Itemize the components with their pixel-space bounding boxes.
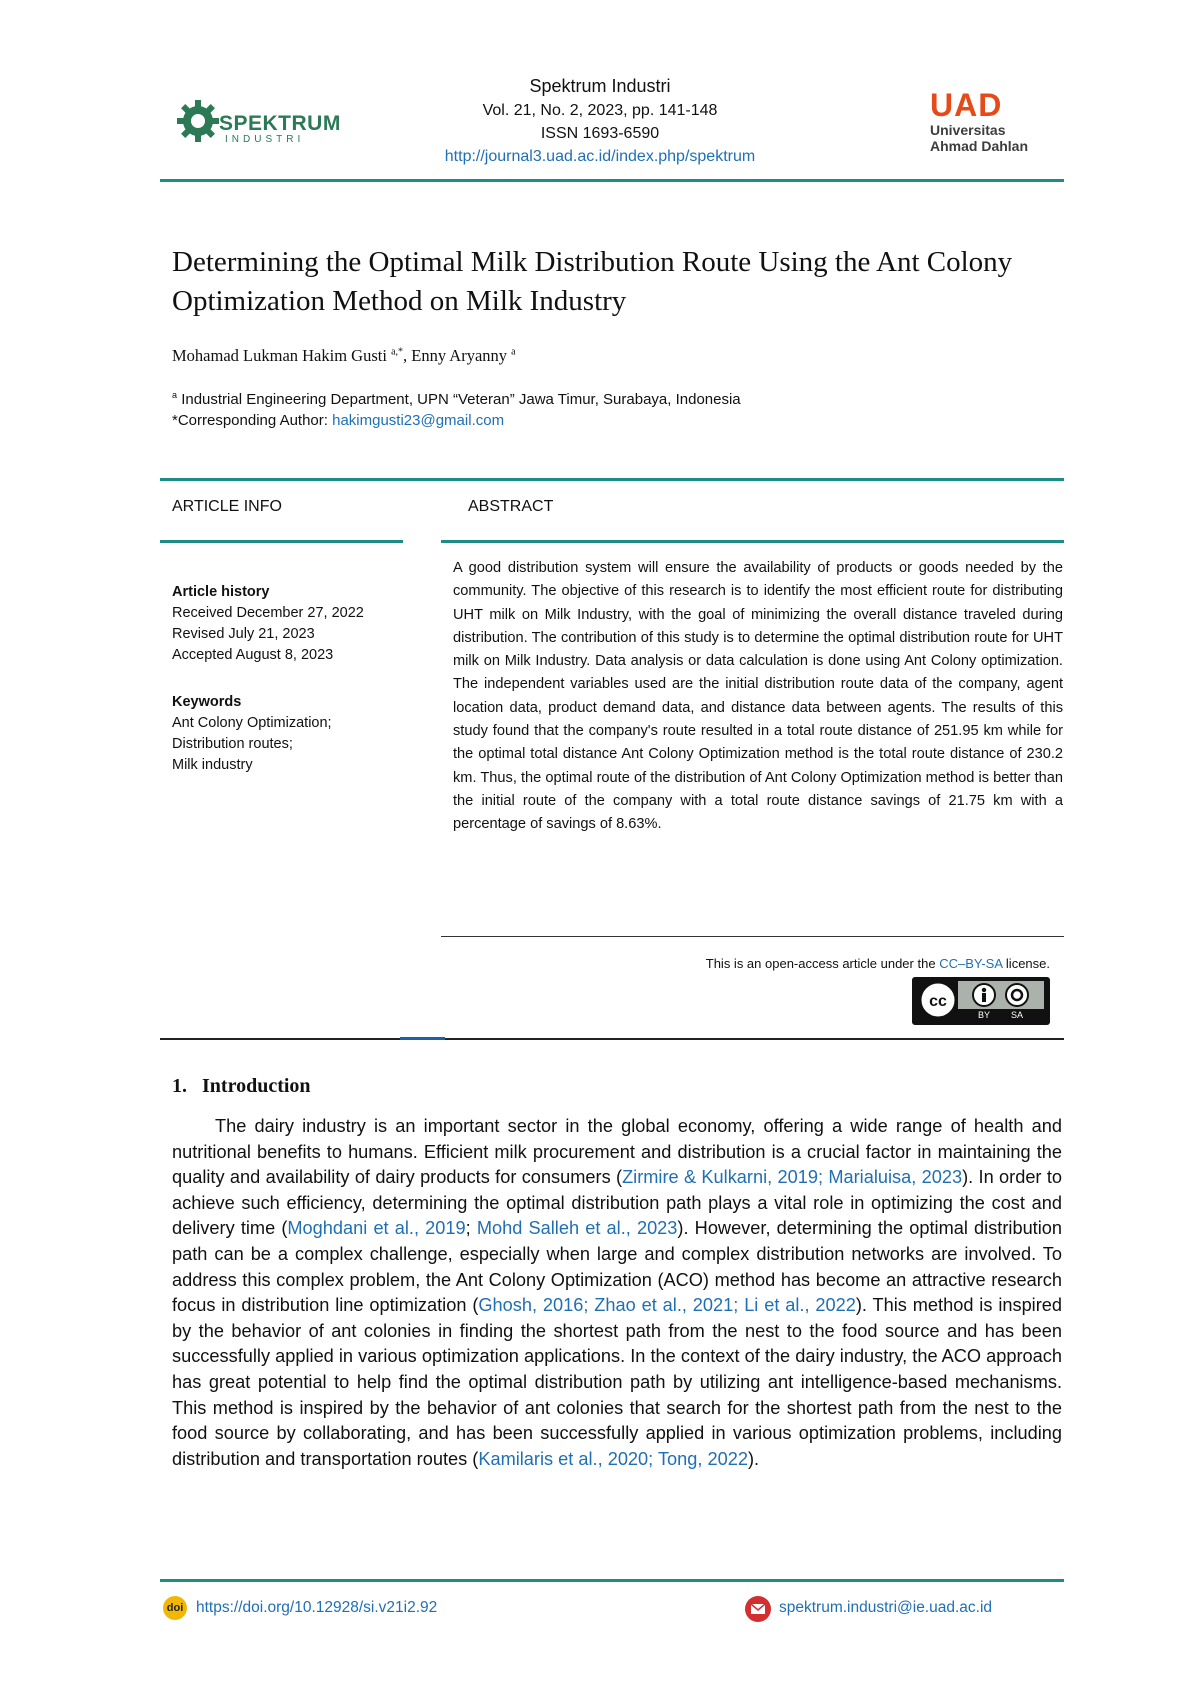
doi-icon: doi: [163, 1596, 187, 1620]
keyword: Distribution routes;: [172, 736, 293, 752]
body-text-run: ). In order to achieve such efficiency, determining the optimal distribution path plays a vital role in optimizing the cost and delivery time (: [172, 1167, 1062, 1239]
abstract-text: A good distribution system will ensure the availability of products or goods needed by the community. The objective of this research is to identify the most efficient route for distributing UHT milk on Milk Industry, with the goal of minimizing the overall distance traveled during distribution. The contribution of this study is to determine the optimal distribution route for UHT milk on Milk Industry. Data analysis or data calculation is done using Ant Colony optimization. The independent variables used are the initial distribution route data of the company, agent location data, product demand data, and distance data between agents. The results of this study found that the company's route resulted in a total route distance of 251.95 km while for the optimal total distance Ant Colony Optimization method is the total route distance of 230.2 km. Thus, the optimal route of the distribution of Ant Colony Optimization method is better than the initial route of the company with a total route distance savings of 21.75 km with a percentage of savings of 8.63%.: [453, 560, 1063, 833]
intro-paragraph: [172, 1114, 1062, 1472]
logo-wordmark: SPEKTRUM: [219, 112, 341, 135]
article-info: [172, 582, 402, 776]
author-list: Mohamad Lukman Hakim Gusti $^{a,*}$, Enny Aryanny $^a$: [172, 346, 516, 365]
doi-link[interactable]: https://doi.org/10.12928/si.v21i2.92: [196, 1599, 438, 1616]
journal-issn: ISSN 1693-6590: [540, 125, 660, 142]
info-bottom-divider: [160, 1038, 1064, 1040]
logo-subtitle: INDUSTRI: [225, 134, 305, 145]
journal-name: Spektrum Industri: [529, 76, 671, 96]
affiliation-text: Industrial Engineering Department, UPN “Veteran” Jawa Timur, Surabaya, Indonesia: [181, 391, 741, 408]
citation-link[interactable]: Moghdani et al., 2019: [287, 1218, 466, 1239]
contact-email-link[interactable]: spektrum.industri@ie.uad.ac.id: [779, 1599, 993, 1616]
university-logo: [930, 88, 1060, 154]
received-date: Received December 27, 2022: [172, 605, 364, 621]
body-text-run: The dairy industry is an important sector in the global economy, offering a wide range of health and nutritional benefits to humans. Efficient milk procurement and distribution is a crucial factor in maintaining the quality and availability of dairy products for consumers (: [172, 1116, 1062, 1188]
uad-line2: Ahmad Dahlan: [930, 138, 1029, 154]
body-text-run: ). This method is inspired by the behavior of ant colonies in finding the shortest path from the nest to the food source and has been successfully applied in various optimization applications. In the context of the dairy industry, the ACO approach has great potential to help find the optimal distribution path by utilizing ant intelligence-based mechanisms. This method is inspired by the behavior of ant colonies that search for the shortest path from the nest to the food source by collaborating, and has been successfully applied in various optimization problems, including distribution and transportation routes (: [172, 1295, 1063, 1469]
license-prefix: This is an open-access article under the: [705, 956, 936, 971]
uad-abbr: UAD: [930, 87, 1003, 123]
citation-link[interactable]: Zirmire & Kulkarni, 2019; Marialuisa, 2023: [622, 1167, 963, 1188]
author-name: Mohamad Lukman Hakim Gusti: [172, 346, 387, 365]
intro-body: [172, 1114, 1062, 1472]
article-info-divider: [160, 540, 403, 543]
gear-icon: [175, 98, 221, 144]
section-heading: [172, 1075, 311, 1098]
affiliation-superscript: a: [172, 390, 178, 400]
corresponding-label: *Corresponding Author:: [172, 412, 328, 429]
journal-url-link[interactable]: http://journal3.uad.ac.id/index.php/spektrum: [444, 148, 756, 165]
accepted-date: Accepted August 8, 2023: [172, 647, 334, 663]
journal-header: [420, 74, 780, 168]
section-title: Introduction: [202, 1075, 311, 1097]
body-text-run: ;: [465, 1218, 477, 1239]
uad-line1: Universitas: [930, 122, 1006, 138]
info-top-divider: [160, 478, 1064, 481]
cc-sa-label: SA: [1011, 1010, 1024, 1020]
paper-title: Determining the Optimal Milk Distribution Route Using the Ant Colony Optimization Method on Milk Industry: [172, 246, 1013, 317]
divider-accent: [400, 1037, 445, 1040]
citation-link[interactable]: Ghosh, 2016; Zhao et al., 2021; Li et al., 2022: [478, 1295, 856, 1316]
footer-divider: [160, 1579, 1064, 1582]
section-number: 1.: [172, 1075, 187, 1097]
abstract-bottom-rule: [441, 936, 1064, 937]
journal-logo: [175, 86, 341, 158]
author-superscript: a,*: [391, 346, 404, 358]
keyword: Ant Colony Optimization;: [172, 715, 332, 731]
cc-by-label: BY: [978, 1010, 991, 1020]
article-history-label: Article history: [172, 584, 270, 600]
author-superscript: a: [511, 346, 516, 358]
citation-link[interactable]: Kamilaris et al., 2020; Tong, 2022: [478, 1448, 748, 1469]
journal-volume: Vol. 21, No. 2, 2023, pp. 141-148: [482, 102, 718, 119]
article-info-heading: ARTICLE INFO: [172, 498, 282, 515]
cc-license-badge[interactable]: [912, 977, 1050, 1025]
body-text-run: ).: [747, 1448, 760, 1469]
keyword: Milk industry: [172, 757, 253, 773]
license-link[interactable]: CC–BY-SA: [939, 956, 1003, 971]
license-statement: [620, 956, 1050, 971]
citation-link[interactable]: Mohd Salleh et al., 2023: [476, 1218, 678, 1239]
author-name: Enny Aryanny: [411, 346, 508, 365]
abstract-heading: ABSTRACT: [468, 498, 554, 515]
keywords-label: Keywords: [172, 694, 242, 710]
header-divider: [160, 179, 1064, 182]
abstract-divider: [441, 540, 1064, 543]
affiliation-block: [172, 385, 741, 431]
email-icon: [745, 1596, 771, 1622]
svg-text:cc: cc: [929, 993, 947, 1010]
license-suffix: license.: [1005, 956, 1050, 971]
body-text-run: ). However, determining the optimal distribution path can be a complex challenge, especially when large and complex distribution networks are involved. To address this complex problem, the Ant Colony Optimization (ACO) method has become an attractive research focus in distribution line optimization (: [172, 1218, 1063, 1316]
corresponding-email-link[interactable]: hakimgusti23@gmail.com: [332, 412, 505, 429]
revised-date: Revised July 21, 2023: [172, 626, 315, 642]
